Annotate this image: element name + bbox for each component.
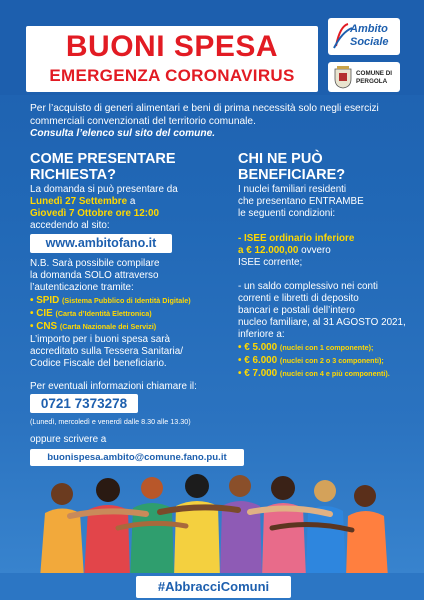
auth-item: • CNS (Carta Nazionale dei Servizi) [30,321,157,332]
left-heading-line2: RICHIESTA? [30,167,116,183]
threshold-amount: € 7.000 [244,368,278,379]
email-link[interactable]: buonispesa.ambito@comune.fano.pu.it [30,449,244,466]
nb-line2: la domanda SOLO attraverso [30,270,159,281]
left-heading [30,151,176,183]
saldo-line1: - un saldo complessivo nei conti [238,281,378,292]
threshold-note: (nuclei con 4 e più componenti). [279,369,390,378]
access-text: accedendo al sito: [30,220,110,231]
right-heading-line1: CHI NE PUÒ [238,151,323,167]
credit-line2: accreditato sulla Tessera Sanitaria/ [30,346,183,357]
logo-sociale-text: Sociale [350,36,389,48]
right-heading [238,151,345,183]
auth-item: • SPID (Sistema Pubblico di Identità Digitale) [30,295,191,306]
auth-desc: (Sistema Pubblico di Identità Digitale) [62,296,191,305]
intro-text: Per l’acquisto di generi alimentari e beni di prima necessità solo negli esercizi commerciali convenzionati del territorio comunale. [30,103,379,127]
auth-code: CNS [36,321,58,332]
auth-item: • CIE (Carta d’Identità Elettronica) [30,308,152,319]
date-conj: a [129,196,136,207]
date-end: Giovedì 7 Ottobre ore 12:00 [30,208,159,219]
logo-comune-text: COMUNE DI [356,70,393,77]
saldo-line4: nucleo familiare, al 31 AGOSTO 2021, [238,317,406,328]
site-link[interactable]: www.ambitofano.it [30,234,172,253]
isee-line1: - ISEE ordinario inferiore [238,233,355,244]
credit-line1: L’importo per i buoni spesa sarà [30,334,170,345]
phone-number[interactable]: 0721 7373278 [30,394,138,413]
isee-line3: ISEE corrente; [238,257,303,268]
write-text: oppure scrivere a [30,434,107,445]
info-text: Per eventuali informazioni chiamare il: [30,381,197,392]
threshold-item: • € 5.000 (nuclei con 1 componente); [238,342,374,353]
left-heading-line1: COME PRESENTARE [30,151,176,167]
saldo-line5: inferiore a: [238,329,285,340]
threshold-amount: € 6.000 [244,355,278,366]
date-start: Lunedì 27 Settembre [30,196,128,207]
credit-line3: Codice Fiscale del beneficiario. [30,358,167,369]
auth-desc: (Carta Nazionale dei Servizi) [59,322,157,331]
office-hours: (Lunedì, mercoledì e venerdì dalle 8.30 alle 13.30) [30,417,191,426]
ambito-sociale-logo [328,18,400,55]
nb-line1: N.B. Sarà possibile compilare [30,258,160,269]
intro [30,103,400,141]
saldo-line3: bancari e postali dell’intero [238,305,355,316]
page-title: BUONI SPESA [65,30,279,63]
date-row [30,196,135,208]
logo-ambito-text: Ambito [350,23,388,35]
people-hugging-illustration [0,468,424,578]
coat-of-arms-icon [333,65,353,89]
isee-or: ovvero [301,245,331,256]
auth-code: CIE [36,308,53,319]
right-line2: che presentano ENTRAMBE [238,196,364,207]
threshold-item: • € 6.000 (nuclei con 2 o 3 componenti); [238,355,384,366]
right-heading-line2: BENEFICIARE? [238,167,346,183]
threshold-amount: € 5.000 [244,342,278,353]
comune-pergola-logo [328,62,400,92]
auth-desc: (Carta d’Identità Elettronica) [55,309,152,318]
threshold-item: • € 7.000 (nuclei con 4 e più componenti). [238,368,390,379]
threshold-note: (nuclei con 1 componente); [279,343,374,352]
auth-code: SPID [36,295,60,306]
logo-pergola-text: PERGOLA [356,78,388,85]
hashtag-badge: #AbbracciComuni [136,576,291,598]
left-line1: La domanda si può presentare da [30,184,178,195]
title-box [26,26,318,92]
threshold-note: (nuclei con 2 o 3 componenti); [279,356,384,365]
isee-amount: a € 12.000,00 [238,245,299,256]
isee-line2-row [238,245,331,257]
right-line3: le seguenti condizioni: [238,208,336,219]
saldo-line2: correnti e libretti di deposito [238,293,359,304]
intro-emphasis: Consulta l’elenco sul sito del comune. [30,128,216,139]
page-subtitle: EMERGENZA CORONAVIRUS [49,66,295,85]
right-line1: I nuclei familiari residenti [238,184,347,195]
nb-line3: l’autenticazione tramite: [30,282,134,293]
